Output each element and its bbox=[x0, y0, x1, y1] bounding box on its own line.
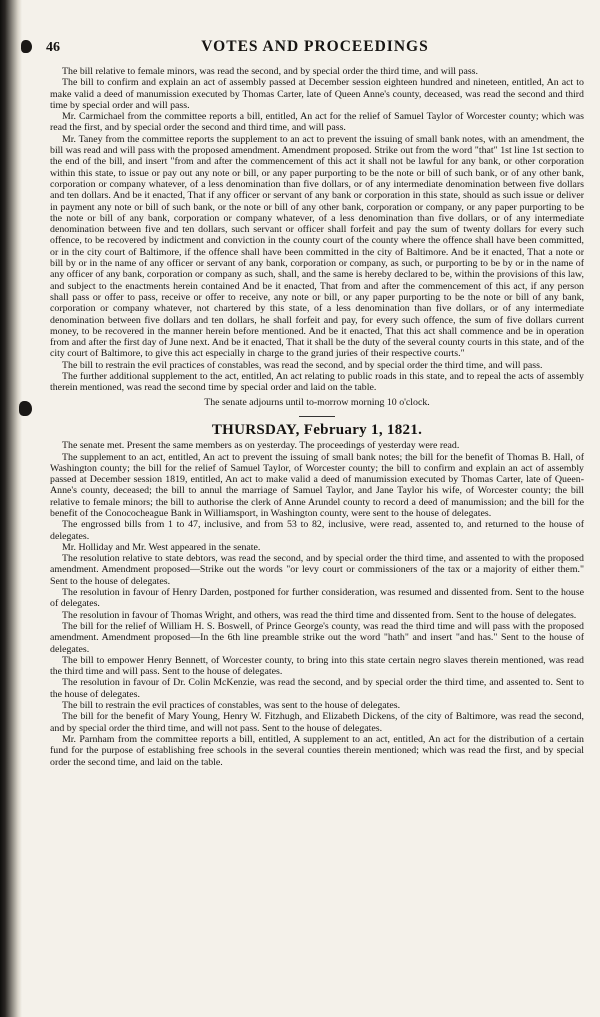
binding-ink-blot bbox=[19, 401, 32, 416]
paragraph: The bill relative to female minors, was read the second, and by special order the third time, and will pass. bbox=[62, 66, 478, 77]
adjournment-notice: The senate adjourns until to-morrow morning 10 o'clock. bbox=[204, 396, 430, 408]
paragraph: Mr. Taney from the committee reports the supplement to an act to prevent the issuing of small bank notes, with an amendment, the bill was read and will pass with the proposed amendment. Amendment proposed. Strike out from the word "that" 1st line 1st section to the end of the bill, and insert "from and after the commencement of this act it shall not be lawful for any bank, or other corporation within this state, to issue or pay out any note or bill, or any paper purporting to be the note or bill of such bank, or of any other bank, corporation or company whatever, of a less denomination than five dollars, or of any intermediate denomination between five dollars and ten dollars. And be it enacted, That if any officer or servant of any bank or corporation in this state, should as such issue or deliver in payment any note or bill of such bank, or the note or bill of any other bank, corporation or company, or any paper purporting to be the note or bill of any bank, corporation or company whatever, of a less denomination than five dollars, or of any intermediate denomination between five and ten dollars, such servant or officer shall forfeit and pay the sum of twenty dollars for every such offence, to be recovered by indictment and conviction in the county court of the county where the offence shall have been committed, or in the city court of Baltimore, if the offence shall have been committed in the city of Baltimore. And be it enacted, That a note or bill by or in the name of any officer or servant of any bank, corporation or company, as such, or purporting to be by or in the name of any officer of any bank, corporation or company as such, shall, and the same is hereby declared to be, within the provisions of this law, and subject to the enactments herein contained And be it enacted, That from and after the commencement of this act, if any person shall pass or offer to pass, receive or offer to receive, any note or bill, or any paper purporting to be the note or bill of any bank, corporation or company whatever, not chartered by this state, of a less denomination than five dollars, or of any intermediate denomination between five dollars and ten dollars, he shall forfeit and pay, for every such offence, the sum of five dollars current money, to be recovered in the manner herein before mentioned. And be it enacted, That this act shall commence and be in operation from and after the first day of June next. And be it enacted, That it shall be the duty of the several county courts in this state, and of the city court of Baltimore, to give this act especially in charge to the grand juries of their respective courts." bbox=[50, 133, 584, 360]
paragraph: The further additional supplement to the act, entitled, An act relating to public roads in this state, and to repeal the acts of assembly therein mentioned, was read the second time by special order and laid on the table. bbox=[50, 371, 584, 394]
page-header bbox=[46, 38, 584, 58]
paragraph: Mr. Holliday and Mr. West appeared in the senate. bbox=[62, 541, 261, 553]
paragraph: The bill to restrain the evil practices of constables, was read the second, and by special order the third time, and will pass. bbox=[62, 359, 543, 371]
paragraph: The resolution in favour of Thomas Wright, and others, was read the third time and dissented from. Sent to the house of delegates. bbox=[62, 609, 577, 621]
page-body bbox=[50, 66, 584, 768]
paragraph: Mr. Carmichael from the committee reports a bill, entitled, An act for the relief of Samuel Taylor of Worcester county; which was read the first, and by special order the second and third time, and will pass. bbox=[50, 111, 584, 134]
paragraph: The engrossed bills from 1 to 47, inclusive, and from 53 to 82, inclusive, were read, assented to, and returned to the house of delegates. bbox=[50, 519, 584, 542]
paragraph: The bill to confirm and explain an act of assembly passed at December session eighteen hundred and nineteen, entitled, An act to make valid a deed of manumission executed by Thomas Carter, late of Queen Anne's county, deceased, was read the second and third time by special order and will pass. bbox=[50, 77, 584, 111]
paragraph: Mr. Parnham from the committee reports a bill, entitled, A supplement to an act, entitled, An act for the distribution of a certain fund for the purpose of establishing free schools in the several counties therein mentioned; which was read the first, and by special order the second time, and laid on the table. bbox=[50, 733, 584, 768]
section-divider bbox=[299, 416, 335, 417]
paragraph: The bill for the benefit of Mary Young, Henry W. Fitzhugh, and Elizabeth Dickens, of the city of Baltimore, was read the second, and by special order the third time, and will not pass. Sent to the house of delegates. bbox=[50, 711, 584, 734]
paragraph: The bill to restrain the evil practices of constables, was sent to the house of delegates. bbox=[62, 700, 401, 712]
paragraph: The resolution in favour of Dr. Colin McKenzie, was read the second, and by special order the third time, and assented to. Sent to the house of delegates. bbox=[50, 677, 584, 700]
paragraph: The senate met. Present the same members as on yesterday. The proceedings of yesterday were read. bbox=[62, 440, 460, 452]
paragraph: The resolution in favour of Henry Darden, postponed for further consideration, was resumed and dissented from. Sent to the house of delegates. bbox=[50, 587, 584, 610]
paragraph: The bill for the relief of William H. S. Boswell, of Prince George's county, was read the third time and will pass with the proposed amendment. Amendment proposed—In the 6th line preamble strike out the word "hath" and insert "and has." Sent to the house of delegates. bbox=[50, 620, 584, 655]
date-heading: THURSDAY, February 1, 1821. bbox=[211, 421, 423, 438]
page-binding-shadow bbox=[0, 0, 22, 1017]
running-title: VOTES AND PROCEEDINGS bbox=[201, 38, 429, 55]
page-number: 46 bbox=[46, 40, 60, 55]
paragraph: The supplement to an act, entitled, An act to prevent the issuing of small bank notes; the bill for the benefit of Thomas B. Hall, of Washington county; the bill for the relief of Samuel Taylor, of Worcester county; the bill to confirm and explain an act of assembly passed at December session 1819, entitled, An act to make valid a deed of manumission executed by Thomas Carter, late of Queen-Anne's county, deceased; the bill to annul the marriage of Samuel Taylor, and Jane Taylor his wife, of Worcester county; the bill relative to female minors; the bill to authorise the clerk of Anne Arundel county to record a deed of manumission; and the bill for the benefit of the Conococheague Bank in Williamsport, in Washington county, were sent to the house of delegates. bbox=[50, 451, 584, 519]
binding-ink-blot bbox=[21, 40, 32, 53]
paragraph: The bill to empower Henry Bennett, of Worcester county, to bring into this state certain negro slaves therein mentioned, was read the third time and will pass. Sent to the house of delegates. bbox=[50, 654, 584, 678]
paragraph: The resolution relative to state debtors, was read the second, and by special order the third time, and assented to with the proposed amendment. Amendment proposed—Strike out the words "or levy court or commissioners of the tax or a majority of either them." Sent to the house of delegates. bbox=[50, 553, 584, 587]
